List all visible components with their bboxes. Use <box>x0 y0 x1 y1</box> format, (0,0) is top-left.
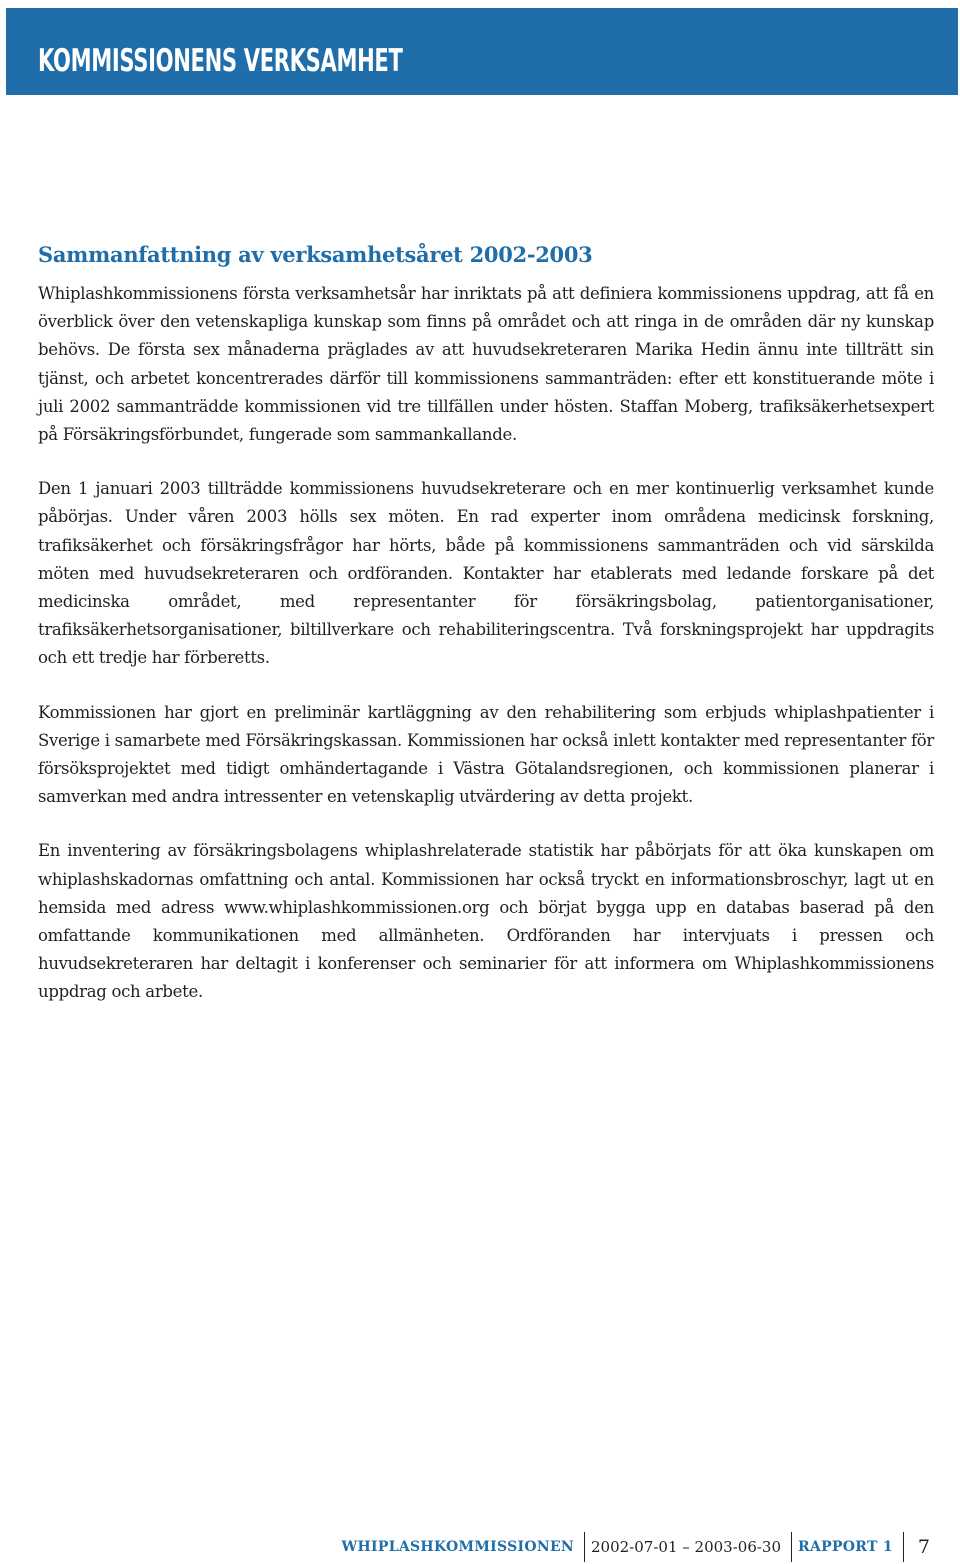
page-title: KOMMISSIONENS VERKSAMHET <box>38 43 403 79</box>
paragraph-2: Den 1 januari 2003 tillträdde kommissionens huvudsekreterare och en mer kontinuerlig verksamhet kunde påbörjas. Under våren 2003 hölls sex möten. En rad experter inom områdena medicinsk forskning, trafiksäkerhet och försäkringsfrågor har hörts, både på kommissionens sammanträden och vid särskilda möten med huvudsekreteraren och ordföranden. Kontakter har etablerats med ledande forskare på det medicinska området, med representanter för försäkringsbolag, patientorganisationer, trafiksäkerhetsorganisationer, biltillverkare och rehabiliteringscentra. Två forskningsprojekt har uppdragits och ett tredje har förberetts. <box>38 479 934 668</box>
main-content <box>38 240 934 1033</box>
footer-divider <box>584 1532 585 1562</box>
page-footer <box>341 1530 930 1564</box>
paragraph-1: Whiplashkommissionens första verksamhetsår har inriktats på att definiera kommissionens uppdrag, att få en överblick över den vetenskapliga kunskap som finns på området och att ringa in de områden där ny kunskap behövs. De första sex månaderna präglades av att huvudsekreteraren Marika Hedin ännu inte tillträtt sin tjänst, och arbetet koncentrerades därför till kommissionens sammanträden: efter ett konstituerande möte i juli 2002 sammanträdde kommissionen vid tre tillfällen under hösten. Staffan Moberg, trafiksäkerhetsexpert på Försäkringsförbundet, fungerade som sammankallande. <box>38 284 934 445</box>
footer-divider <box>791 1532 792 1562</box>
paragraph-3: Kommissionen har gjort en preliminär kartläggning av den rehabilitering som erbjuds whiplashpatienter i Sverige i samarbete med Försäkringskassan. Kommissionen har också inlett kontakter med representanter för försöksprojektet med tidigt omhändertagande i Västra Götalandsregionen, och kommissionen planerar i samverkan med andra intressenter en vetenskaplig utvärdering av detta projekt. <box>38 702 934 807</box>
footer-organization: WHIPLASHKOMMISSIONEN <box>341 1539 575 1555</box>
footer-divider <box>903 1532 904 1562</box>
header-bar <box>6 8 958 95</box>
page-number: 7 <box>917 1536 930 1558</box>
footer-report-label: RAPPORT 1 <box>798 1539 893 1555</box>
section-heading: Sammanfattning av verksamhetsåret 2002-2003 <box>38 242 593 267</box>
footer-date-range: 2002-07-01 – 2003-06-30 <box>591 1538 782 1556</box>
paragraph-4: En inventering av försäkringsbolagens whiplashrelaterade statistik har påbörjats för att öka kunskapen om whiplashskadornas omfattning och antal. Kommissionen har också tryckt en informationsbroschyr, lagt ut en hemsida med adress www.whiplashkommissionen.org och börjat bygga upp en databas baserad på den omfattande kommunikationen med allmänheten. Ordföranden har intervjuats i pressen och huvudsekreteraren har deltagit i konferenser och seminarier för att informera om Whiplashkommissionens uppdrag och arbete. <box>38 841 934 1002</box>
